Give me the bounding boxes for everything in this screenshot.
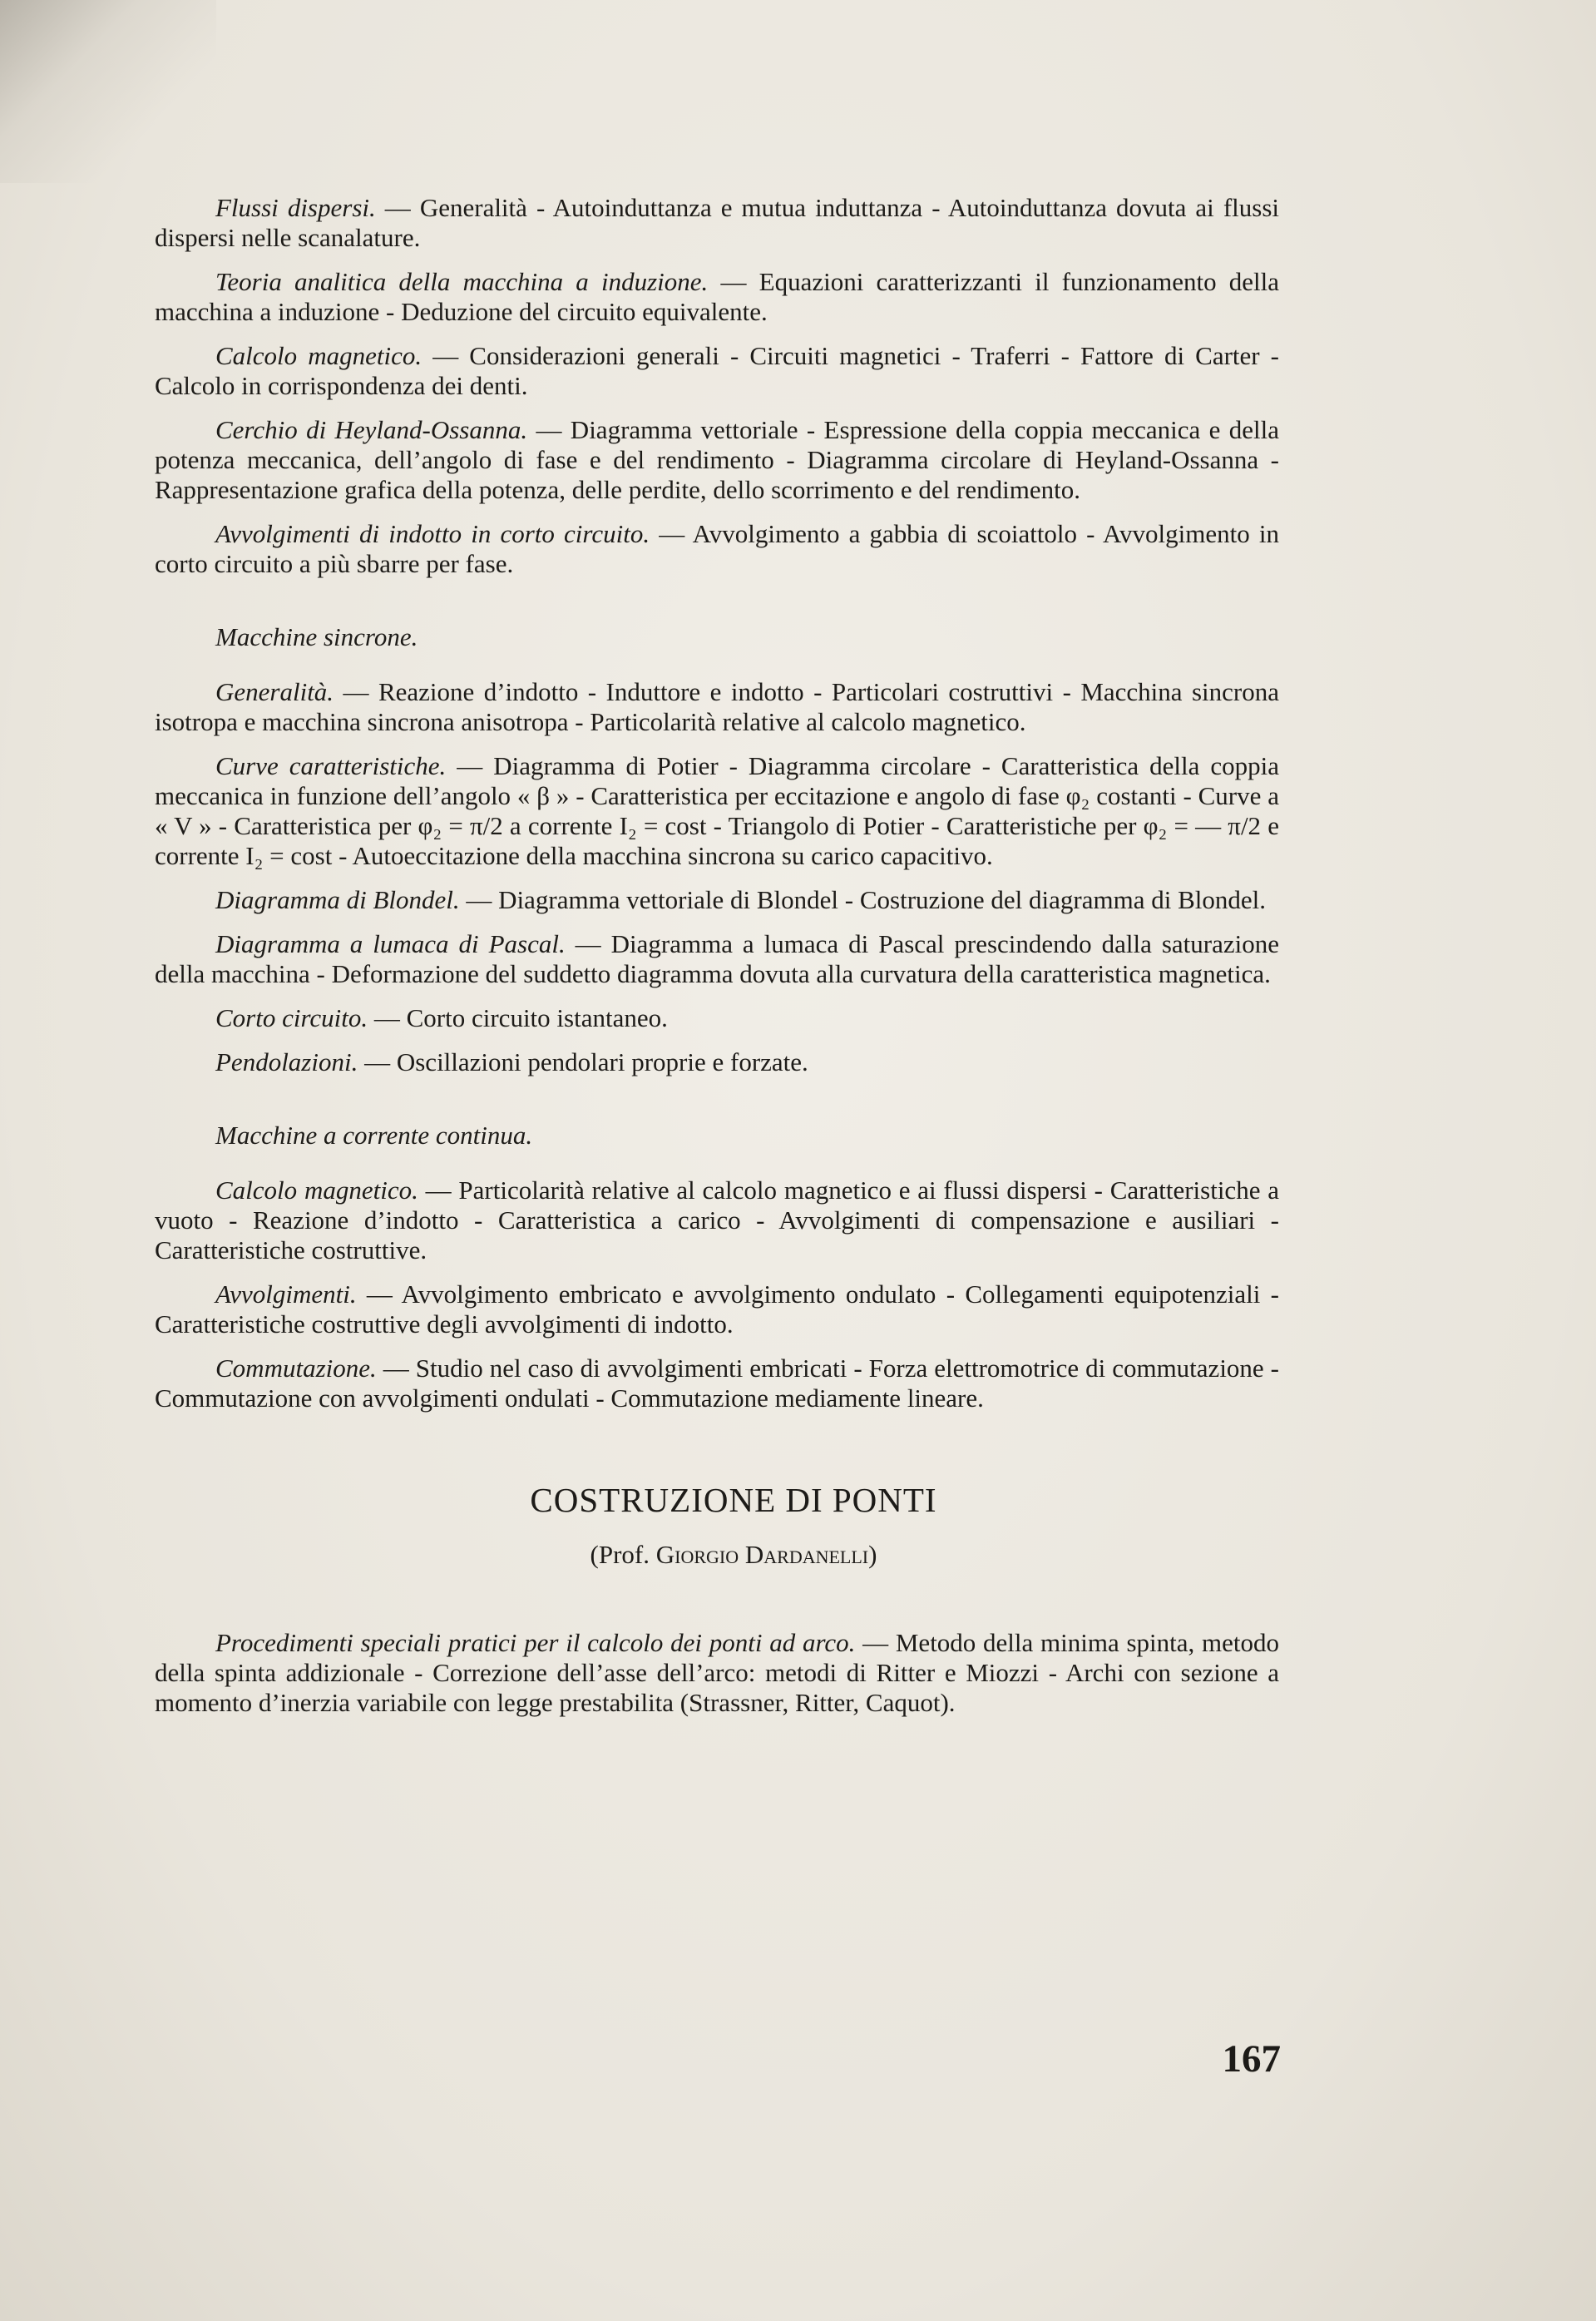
paragraph-body: — Oscillazioni pendolari proprie e forzate. bbox=[358, 1047, 808, 1076]
paragraph-body: — Diagramma vettoriale - Espressione della coppia meccanica e della potenza meccanica, dell’angolo di fase e del rendimento - Diagramma circolare di Heyland-Ossanna - Rappresentazione grafica della potenza, delle perdite, dello scorrimento e del rendimento. bbox=[155, 415, 1279, 504]
paragraph-cerchio-heyland bbox=[155, 415, 1279, 505]
paragraph-body: — Considerazioni generali - Circuiti magnetici - Traferri - Fattore di Carter - Calcolo in corrispondenza dei denti. bbox=[155, 341, 1279, 400]
paragraph-lumaca-pascal bbox=[155, 929, 1279, 989]
page-corner-shadow bbox=[0, 0, 216, 183]
paragraph-generalita bbox=[155, 677, 1279, 737]
paragraph-lead: Curve caratteristiche. bbox=[215, 751, 447, 780]
professor-name: Giorgio Dardanelli bbox=[655, 1540, 869, 1569]
paragraph-body: — Equazioni caratterizzanti il funzionamento della macchina a induzione - Deduzione del circuito equivalente. bbox=[155, 267, 1280, 326]
paragraph-body: — Diagramma vettoriale di Blondel - Costruzione del diagramma di Blondel. bbox=[459, 885, 1266, 914]
paragraph-body: — Corto circuito istantaneo. bbox=[368, 1003, 668, 1032]
course-professor bbox=[155, 1540, 1279, 1570]
paragraph-blondel bbox=[155, 885, 1279, 915]
section-heading-dc: Macchine a corrente continua. bbox=[215, 1121, 533, 1150]
paragraph-body: — Studio nel caso di avvolgimenti embricati - Forza elettromotrice di commutazione - Commutazione con avvolgimenti ondulati - Commutazione mediamente lineare. bbox=[155, 1354, 1279, 1413]
paragraph-ponti-ad-arco bbox=[155, 1628, 1279, 1718]
paragraph-lead: Flussi dispersi. bbox=[215, 193, 376, 222]
professor-prefix: (Prof. bbox=[590, 1540, 656, 1569]
paragraph-lead: Commutazione. bbox=[215, 1354, 377, 1383]
paragraph-lead: Teoria analitica della macchina a induzione. bbox=[215, 267, 709, 296]
paragraph-lead: Generalità. bbox=[215, 677, 334, 706]
paragraph-lead: Avvolgimenti di indotto in corto circuito. bbox=[215, 519, 650, 548]
paragraph-body: — Metodo della minima spinta, metodo della spinta addizionale - Correzione dell’asse dell’arco: metodi di Ritter e Miozzi - Archi con sezione a momento d’inerzia variabile con legge prestabilita (Strassner, Ritter, Caquot). bbox=[155, 1628, 1279, 1717]
paragraph-lead: Calcolo magnetico. bbox=[215, 341, 422, 370]
paragraph-lead: Cerchio di Heyland-Ossanna. bbox=[215, 415, 528, 444]
paragraph-flussi-dispersi bbox=[155, 193, 1279, 253]
paragraph-body: — Particolarità relative al calcolo magnetico e ai flussi dispersi - Caratteristiche a vuoto - Reazione d’indotto - Caratteristica a carico - Avvolgimenti di compensazione e ausiliari - Caratteristiche costruttive. bbox=[155, 1175, 1279, 1264]
paragraph-curve-caratteristiche bbox=[155, 751, 1279, 871]
paragraph-calcolo-magnetico bbox=[155, 341, 1279, 401]
paragraph-avvolgimenti-indotto bbox=[155, 519, 1279, 579]
paragraph-body: — Reazione d’indotto - Induttore e indotto - Particolari costruttivi - Macchina sincrona isotropa e macchina sincrona anisotropa - Particolarità relative al calcolo magnetico. bbox=[155, 677, 1279, 736]
paragraph-lead: Pendolazioni. bbox=[215, 1047, 358, 1076]
paragraph-pendolazioni bbox=[155, 1047, 1279, 1077]
paragraph-dc-calcolo-magnetico bbox=[155, 1175, 1279, 1265]
paragraph-lead: Avvolgimenti. bbox=[215, 1279, 357, 1309]
paragraph-lead: Calcolo magnetico. bbox=[215, 1175, 418, 1205]
professor-suffix: ) bbox=[868, 1540, 877, 1569]
paragraph-lead: Corto circuito. bbox=[215, 1003, 368, 1032]
page-number: 167 bbox=[1222, 2037, 1281, 2081]
paragraph-lead: Procedimenti speciali pratici per il calcolo dei ponti ad arco. bbox=[215, 1628, 856, 1657]
paragraph-body: — Avvolgimento a gabbia di scoiattolo - Avvolgimento in corto circuito a più sbarre per fase. bbox=[155, 519, 1279, 578]
course-title: COSTRUZIONE DI PONTI bbox=[530, 1481, 937, 1519]
paragraph-body: — Avvolgimento embricato e avvolgimento ondulato - Collegamenti equipotenziali - Caratteristiche costruttive degli avvolgimenti di indotto. bbox=[155, 1279, 1279, 1339]
paragraph-teoria-analitica bbox=[155, 267, 1279, 327]
paragraph-corto-circuito bbox=[155, 1003, 1279, 1033]
section-heading-synchronous: Macchine sincrone. bbox=[215, 622, 418, 651]
paragraph-dc-commutazione bbox=[155, 1354, 1279, 1413]
paragraph-body: — Generalità - Autoinduttanza e mutua induttanza - Autoinduttanza dovuta ai flussi dispersi nelle scanalature. bbox=[155, 193, 1280, 252]
paragraph-body: — Diagramma a lumaca di Pascal prescindendo dalla saturazione della macchina - Deformazione del suddetto diagramma dovuta alla curvatura della caratteristica magnetica. bbox=[155, 929, 1279, 988]
paragraph-lead: Diagramma a lumaca di Pascal. bbox=[215, 929, 566, 958]
paragraph-lead: Diagramma di Blondel. bbox=[215, 885, 460, 914]
text-block bbox=[155, 193, 1279, 1732]
paragraph-dc-avvolgimenti bbox=[155, 1279, 1279, 1339]
paragraph-body: — Diagramma di Potier - Diagramma circolare - Caratteristica della coppia meccanica in funzione dell’angolo « β » - Caratteristica per eccitazione e angolo di fase φ₂ costanti - Curve a « V » - Caratteristica per φ₂ = π/2 a corrente I₂ = cost - Triangolo di Potier - Caratteristiche per φ₂ = — π/2 e corrente I₂ = cost - Autoeccitazione della macchina sincrona su carico capacitivo. bbox=[155, 751, 1279, 870]
